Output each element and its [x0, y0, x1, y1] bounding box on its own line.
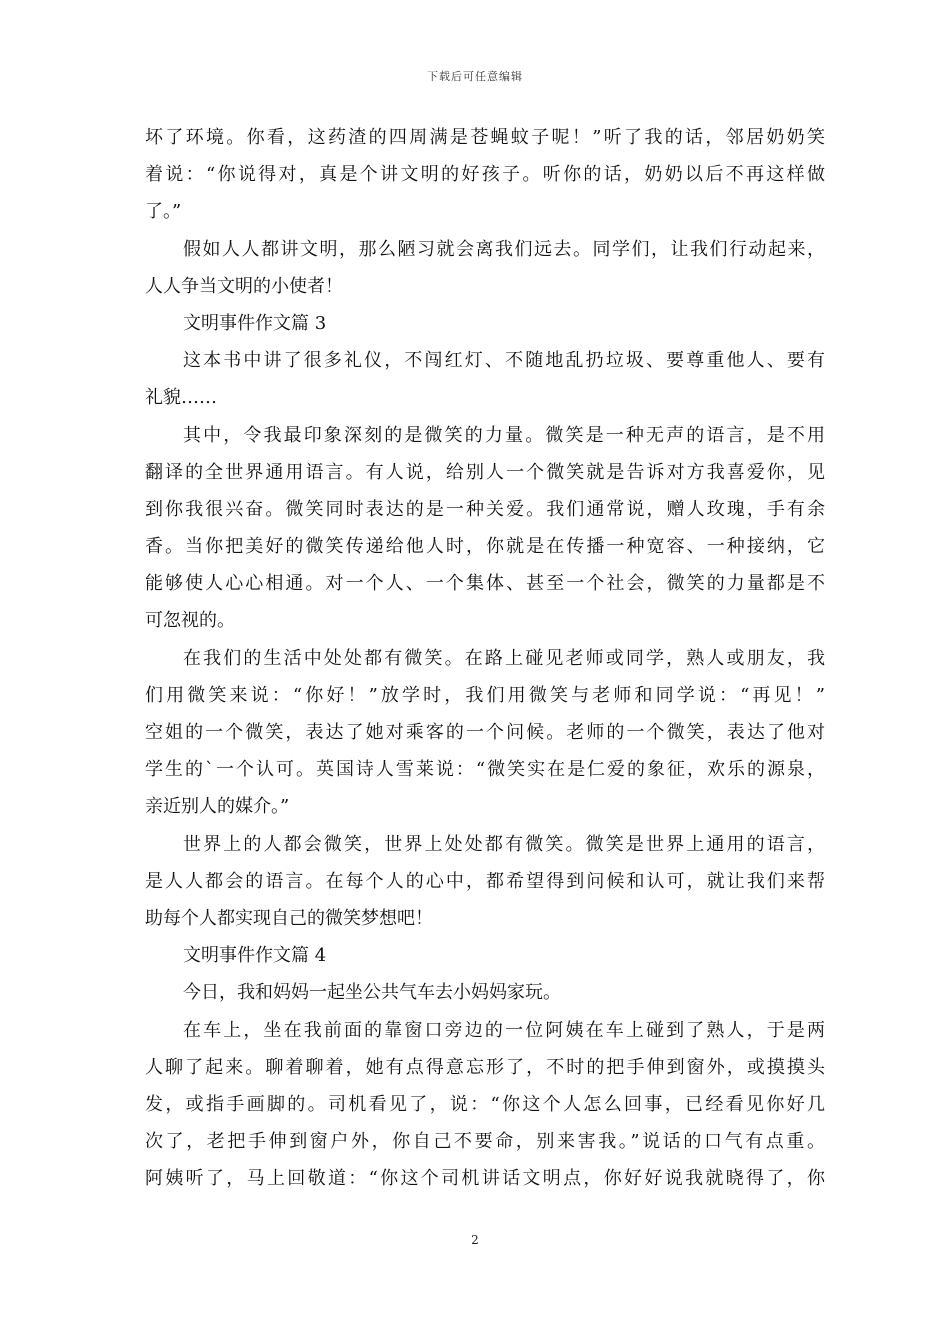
text-line: 其中，令我最印象深刻的是微笑的力量。微笑是一种无声的语言，是不用	[183, 424, 825, 446]
page-number: 2	[471, 1233, 479, 1247]
text-line: 今日，我和妈妈一起坐公共气车去小妈妈家玩。	[183, 982, 561, 1004]
text-line: 发，或指手画脚的。司机看见了，说：“你这个人怎么回事，已经看见你好几	[145, 1093, 825, 1115]
text-line: 世界上的人都会微笑，世界上处处都有微笑。微笑是世界上通用的语言，	[183, 833, 825, 855]
text-line: 坏了环境。你看，这药渣的四周满是苍蝇蚊子呢！”听了我的话，邻居奶奶笑	[145, 127, 825, 148]
text-line: 们用微笑来说：“你好！”放学时，我们用微笑与老师和同学说：“再见！”	[145, 684, 825, 706]
text-line: 香。当你把美好的微笑传递给他人时，你就是在传播一种宽容、一种接纳，它	[145, 536, 825, 558]
text-line: 礼貌……	[145, 387, 217, 409]
page-header: 下载后可任意编辑	[427, 70, 523, 83]
text-line: 助每个人都实现自己的微笑梦想吧！	[145, 907, 433, 929]
document-body	[145, 119, 825, 1197]
text-line: 阿姨听了，马上回敬道：“你这个司机讲话文明点，你好好说我就晓得了，你	[145, 1168, 825, 1190]
text-line: 空姐的一个微笑，表达了她对乘客的一个问候。老师的一个微笑，表达了他对	[145, 722, 825, 743]
text-line: 人人争当文明的小使者！	[145, 275, 343, 297]
text-line: 到你我很兴奋。微笑同时表达的是一种关爱。我们通常说，赠人玫瑰，手有余	[145, 498, 825, 520]
text-line: 人聊了起来。聊着聊着，她有点得意忘形了，不时的把手伸到窗外，或摸摸头	[145, 1056, 825, 1078]
text-line: 在我们的生活中处处都有微笑。在路上碰见老师或同学，熟人或朋友，我	[183, 647, 825, 669]
text-line: 在车上，坐在我前面的靠窗口旁边的一位阿姨在车上碰到了熟人，于是两	[183, 1019, 825, 1041]
text-line: 可忽视的。	[145, 610, 235, 632]
text-line: 亲近别人的媒介。”	[145, 796, 290, 818]
text-line: 文明事件作文篇 4	[183, 945, 327, 967]
text-line: 着说：“你说得对，真是个讲文明的好孩子。听你的话，奶奶以后不再这样做	[145, 164, 825, 186]
text-line: 这本书中讲了很多礼仪，不闯红灯、不随地乱扔垃圾、要尊重他人、要有	[183, 350, 825, 372]
text-line: 翻译的全世界通用语言。有人说，给别人一个微笑就是告诉对方我喜爱你，见	[145, 461, 825, 483]
text-line: 假如人人都讲文明，那么陋习就会离我们远去。同学们，让我们行动起来，	[183, 238, 825, 260]
text-line: 了。”	[145, 201, 182, 223]
text-line: 文明事件作文篇 3	[183, 312, 327, 334]
text-line: 次了，老把手伸到窗户外，你自己不要命，别来害我。”说话的口气有点重。	[145, 1131, 825, 1153]
text-line: 能够使人心心相通。对一个人、一个集体、甚至一个社会，微笑的力量都是不	[145, 573, 825, 595]
text-line: 学生的`一个认可。英国诗人雪莱说：“微笑实在是仁爱的象征，欢乐的源泉，	[145, 759, 825, 781]
text-line: 是人人都会的语言。在每个人的心中，都希望得到问候和认可，就让我们来帮	[145, 870, 825, 892]
